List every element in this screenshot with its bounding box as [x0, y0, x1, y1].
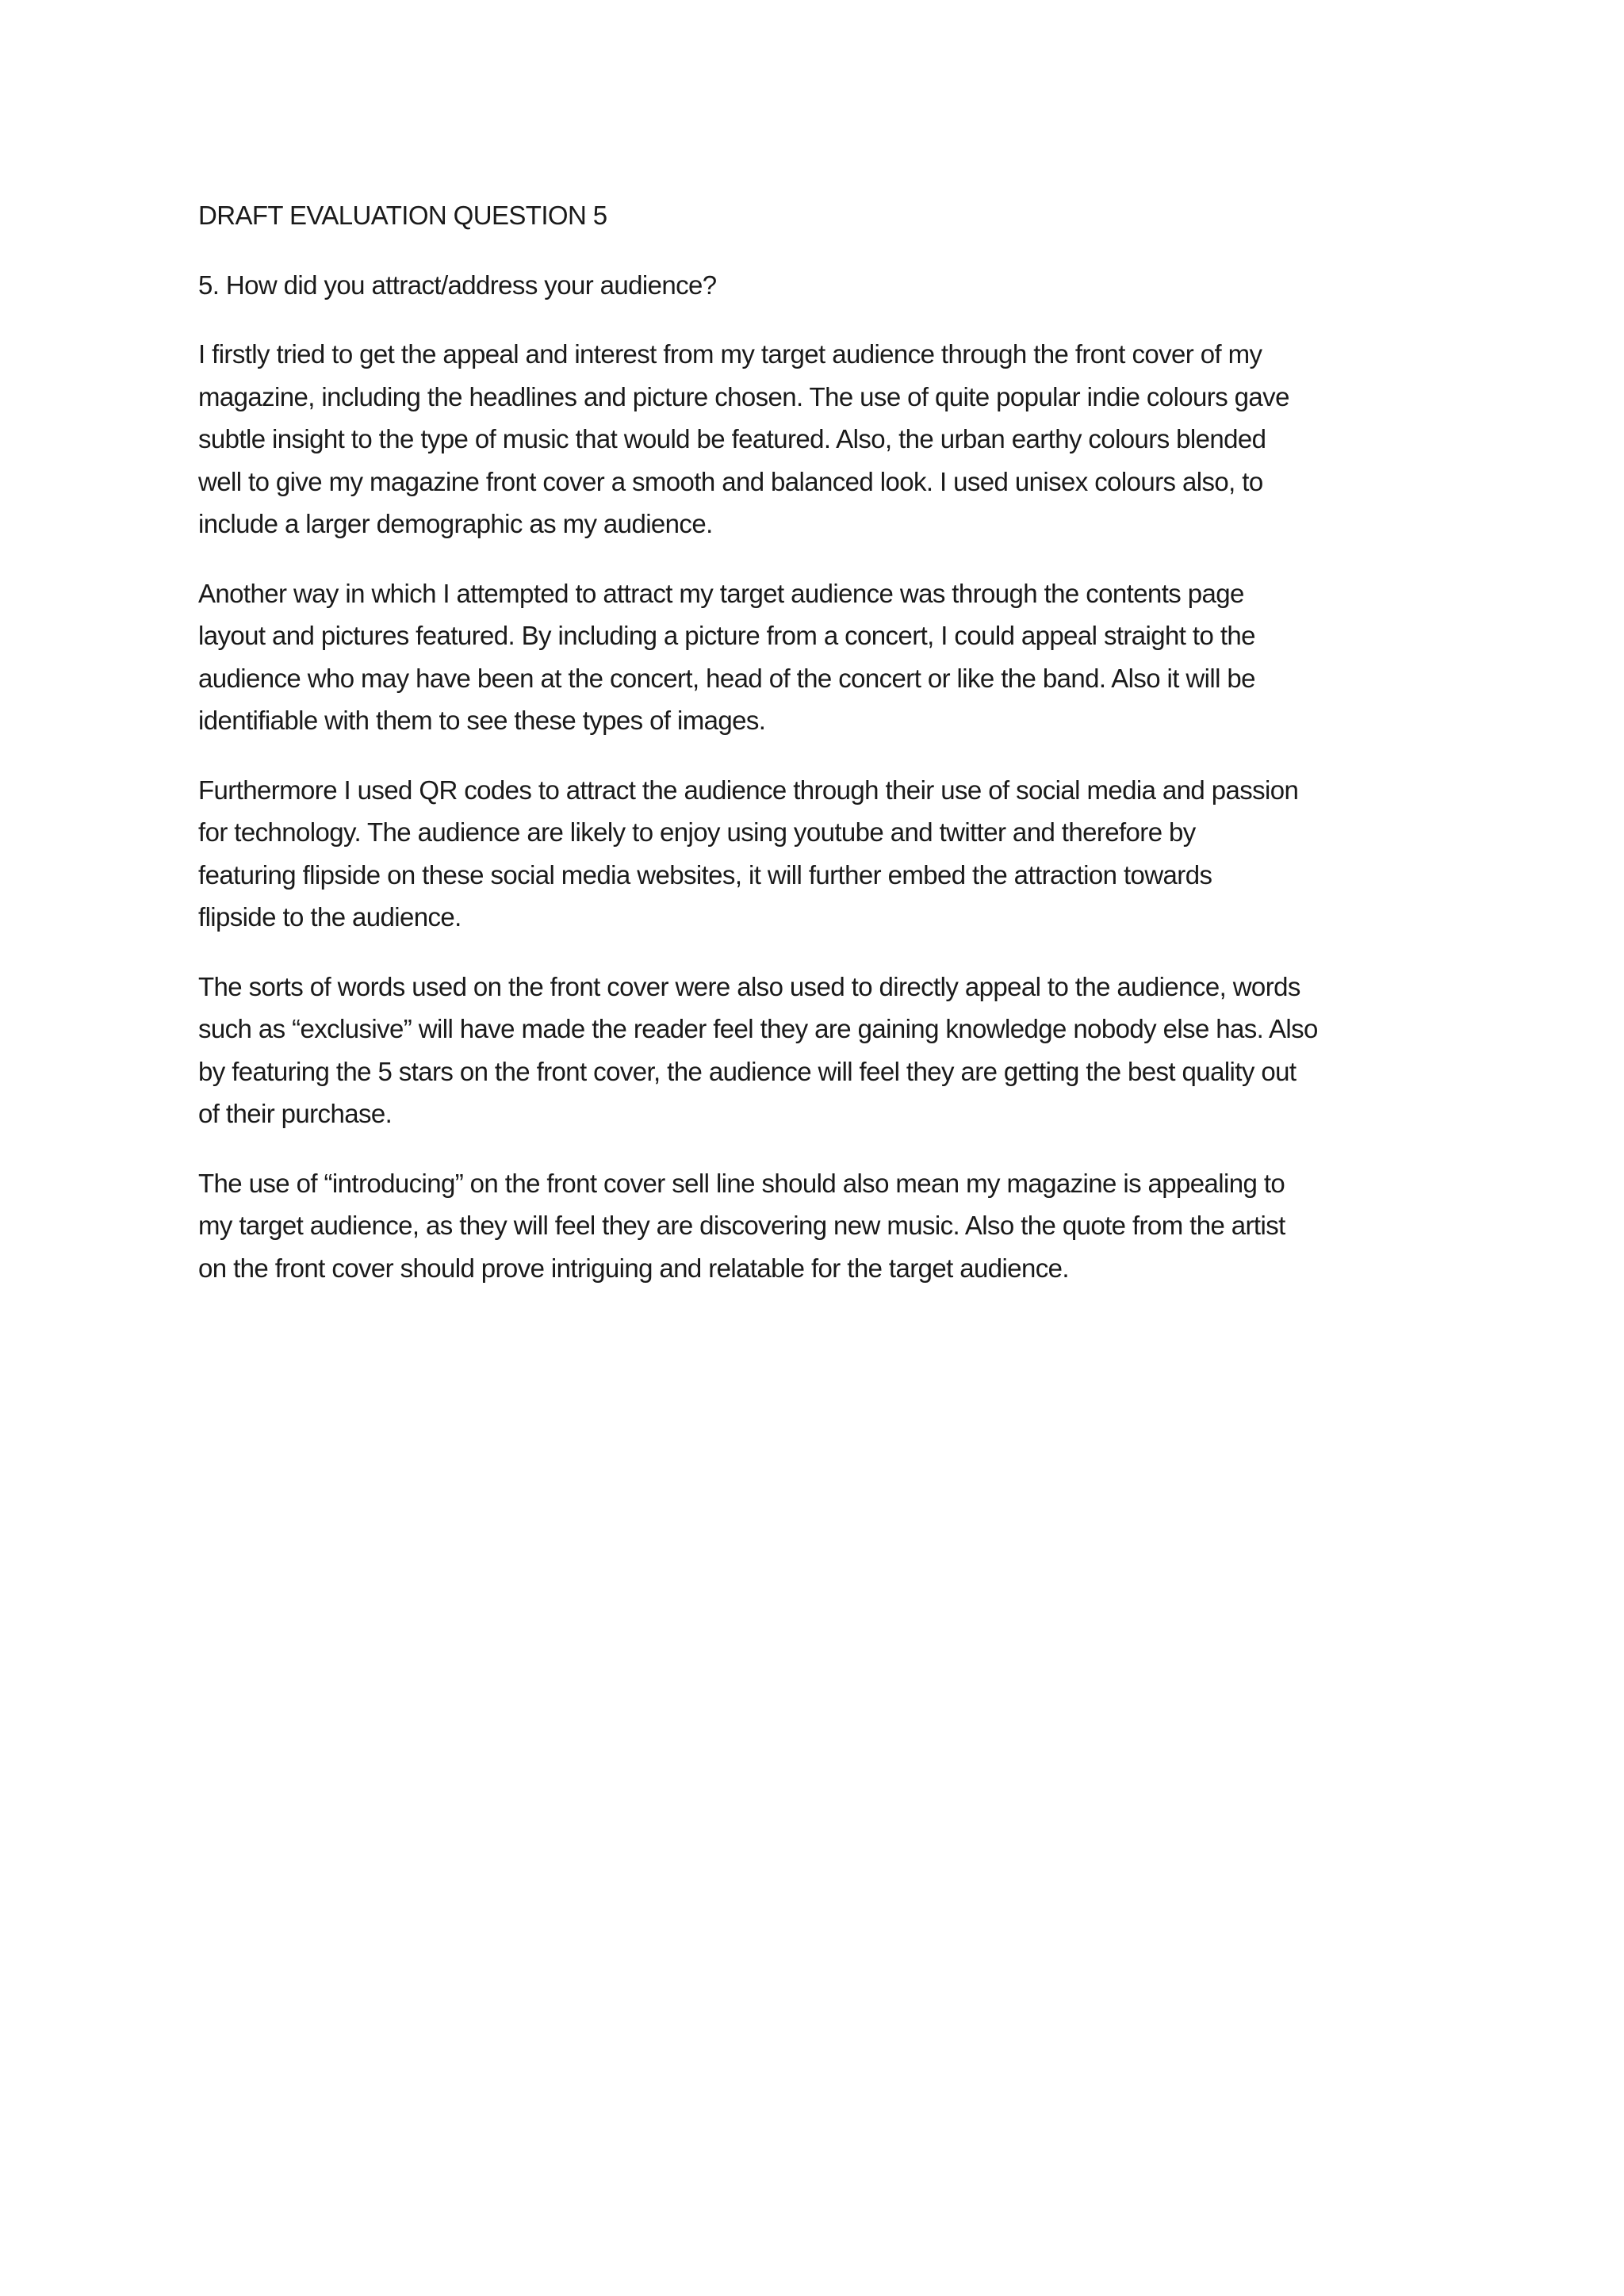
- answer-paragraph-4: The sorts of words used on the front cover were also used to directly appeal to the audience, words such as “exclusive” will have made the reader feel they are gaining knowledge nobody else has. Also by featuring the 5 stars on the front cover, the audience will feel they are getting the best quality out of their purchase.: [198, 971, 1318, 1128]
- question-text: 5. How did you attract/address your audience?: [198, 270, 717, 300]
- document-body: [198, 194, 1451, 1316]
- answer-paragraph-3: Furthermore I used QR codes to attract the audience through their use of social media and passion for technology. The audience are likely to enjoy using youtube and twitter and therefore by featuring flipside on these social media websites, it will further embed the attraction towards flipside to the audience.: [198, 775, 1299, 932]
- answer-paragraph-2: Another way in which I attempted to attract my target audience was through the contents page layout and pictures featured. By including a picture from a concert, I could appeal straight to the audience who may have been at the concert, head of the concert or like the band. Also it will be identifiable with them to see these types of images.: [198, 578, 1255, 735]
- answer-paragraph-1: I firstly tried to get the appeal and interest from my target audience through the front cover of my magazine, including the headlines and picture chosen. The use of quite popular indie colours gave subtle insight to the type of music that would be featured. Also, the urban earthy colours blended well to give my magazine front cover a smooth and balanced look. I used unisex colours also, to include a larger demographic as my audience.: [198, 339, 1289, 538]
- answer-paragraph-5: The use of “introducing” on the front cover sell line should also mean my magazine is appealing to my target audience, as they will feel they are discovering new music. Also the quote from the artist on the front cover should prove intriguing and relatable for the target audience.: [198, 1168, 1285, 1283]
- document-heading: DRAFT EVALUATION QUESTION 5: [198, 201, 607, 230]
